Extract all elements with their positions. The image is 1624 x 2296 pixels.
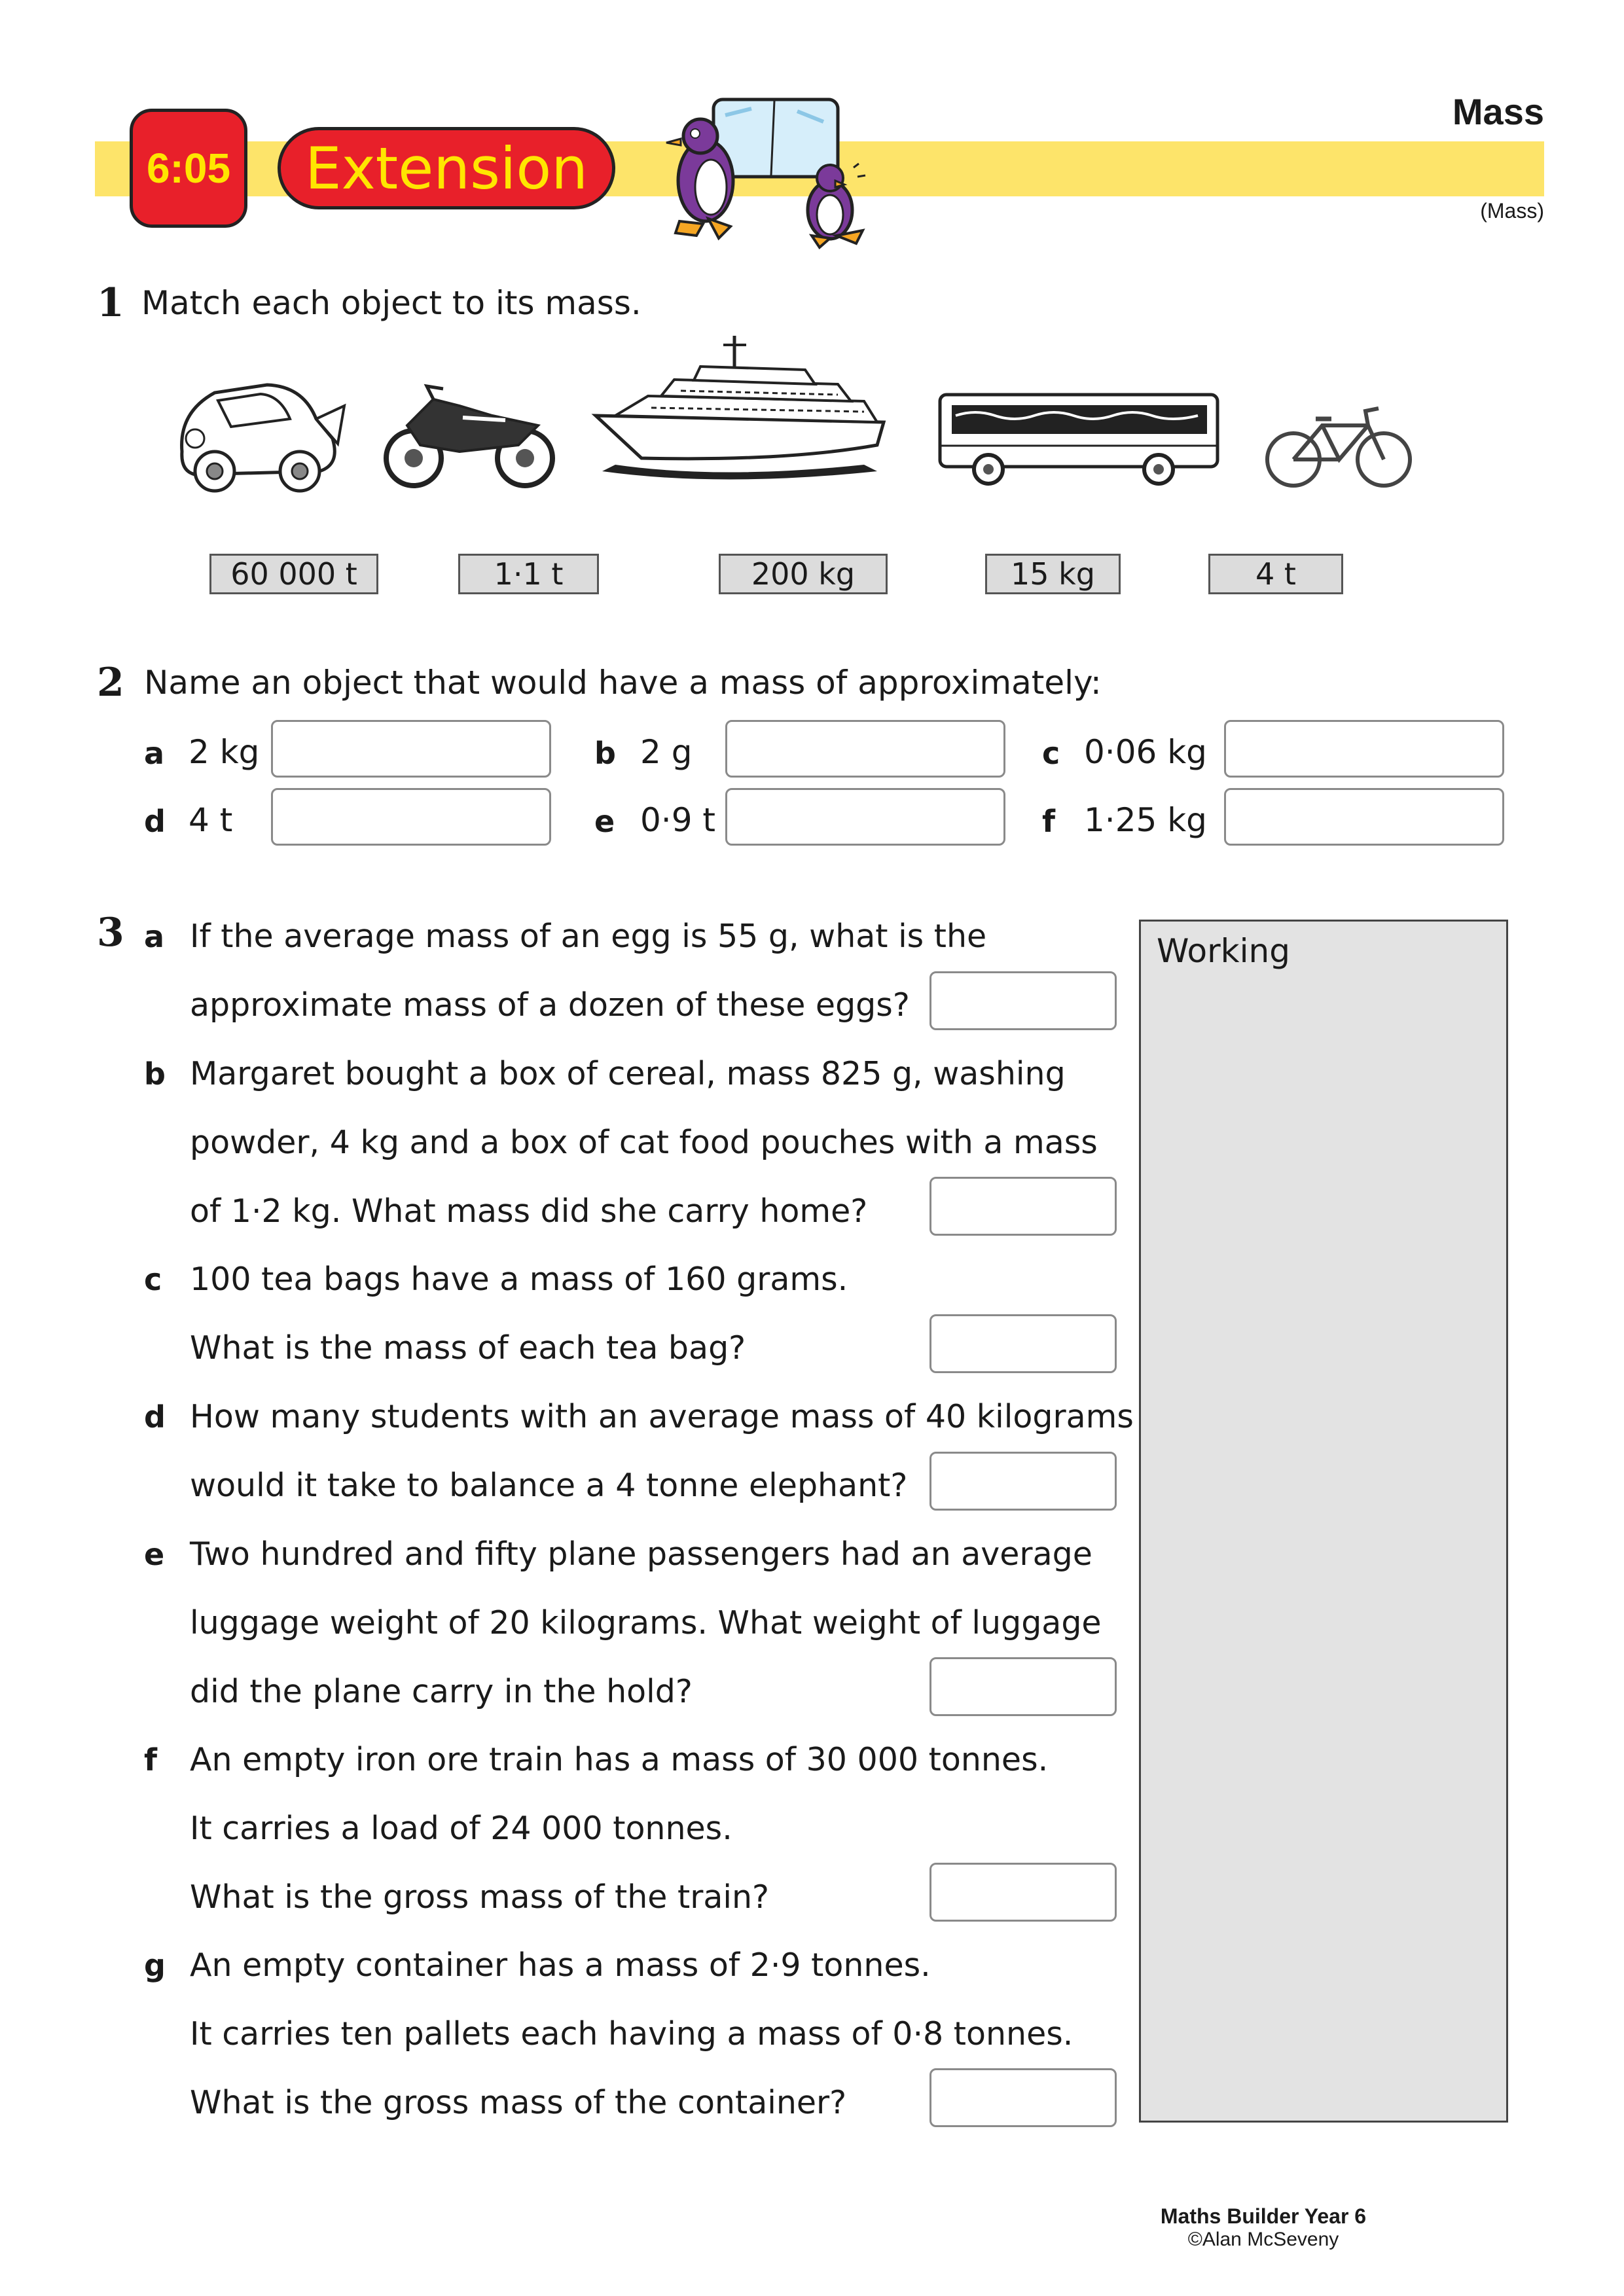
question-line: approximate mass of a dozen of these eggs? — [190, 986, 910, 1024]
question-line: 100 tea bags have a mass of 160 grams. — [190, 1261, 848, 1298]
question-line: Margaret bought a box of cereal, mass 825 g, washing — [190, 1055, 1066, 1092]
question-line: It carries ten pallets each having a mass of 0·8 tonnes. — [190, 2015, 1074, 2053]
question-2-number: 2 — [97, 660, 124, 706]
answer-box[interactable] — [1224, 788, 1504, 846]
mass-label[interactable]: 60 000 t — [209, 554, 378, 594]
working-label: Working — [1157, 932, 1290, 970]
mass-value: 4 t — [189, 801, 233, 839]
copyright: ©Alan McSeveny — [1187, 2229, 1339, 2250]
answer-box[interactable] — [929, 1863, 1117, 1922]
mass-value: 2 g — [640, 733, 693, 771]
question-line: Two hundred and fifty plane passengers had an average — [190, 1535, 1092, 1573]
question-line: of 1·2 kg. What mass did she carry home? — [190, 1193, 868, 1230]
book-title: Maths Builder Year 6 — [1160, 2204, 1367, 2228]
part-letter: c — [1042, 736, 1060, 771]
part-letter: g — [144, 1948, 166, 1983]
topic-title: Mass — [1452, 91, 1544, 132]
question-line: How many students with an average mass of 40 kilograms — [190, 1398, 1134, 1435]
working-area[interactable] — [1139, 920, 1508, 2123]
part-letter: f — [144, 1742, 158, 1778]
part-letter: d — [144, 1399, 166, 1435]
answer-box[interactable] — [929, 2068, 1117, 2127]
answer-box[interactable] — [929, 1657, 1117, 1716]
cruise-ship-icon — [589, 331, 897, 488]
question-2-text: Name an object that would have a mass of approximately: — [144, 664, 1102, 702]
mass-label[interactable]: 1·1 t — [458, 554, 599, 594]
question-line: luggage weight of 20 kilograms. What weight of luggage — [190, 1604, 1102, 1641]
mass-label[interactable]: 200 kg — [719, 554, 888, 594]
question-line: What is the gross mass of the train? — [190, 1878, 770, 1916]
answer-box[interactable] — [929, 1314, 1117, 1373]
answer-box[interactable] — [1224, 720, 1504, 778]
mass-value: 1·25 kg — [1084, 801, 1207, 839]
question-line: powder, 4 kg and a box of cat food pouches with a mass — [190, 1124, 1098, 1161]
part-letter: f — [1042, 804, 1056, 839]
question-line: What is the gross mass of the container? — [190, 2084, 847, 2121]
answer-box[interactable] — [725, 788, 1005, 846]
part-letter: b — [144, 1056, 166, 1092]
question-3-number: 3 — [97, 910, 124, 956]
motorcycle-icon — [381, 380, 558, 491]
mass-label[interactable]: 4 t — [1208, 554, 1343, 594]
answer-box[interactable] — [725, 720, 1005, 778]
bicycle-icon — [1263, 399, 1414, 491]
part-letter: e — [594, 804, 615, 839]
part-letter: a — [144, 919, 165, 954]
question-line: It carries a load of 24 000 tonnes. — [190, 1810, 732, 1847]
part-letter: c — [144, 1262, 162, 1297]
part-letter: e — [144, 1537, 165, 1572]
topic-subtitle: (Mass) — [1480, 199, 1544, 223]
question-line: would it take to balance a 4 tonne elephant? — [190, 1467, 908, 1504]
question-line: An empty iron ore train has a mass of 30 000 tonnes. — [190, 1741, 1049, 1778]
mass-value: 2 kg — [189, 733, 260, 771]
answer-box[interactable] — [929, 1452, 1117, 1511]
lesson-number-badge: 6:05 — [130, 109, 247, 228]
answer-box[interactable] — [271, 720, 551, 778]
question-1-text: Match each object to its mass. — [141, 284, 641, 322]
answer-box[interactable] — [271, 788, 551, 846]
question-line: did the plane carry in the hold? — [190, 1673, 693, 1710]
mass-value: 0·06 kg — [1084, 733, 1207, 771]
question-line: If the average mass of an egg is 55 g, what is the — [190, 918, 987, 955]
answer-box[interactable] — [929, 971, 1117, 1030]
question-line: What is the mass of each tea bag? — [190, 1329, 746, 1367]
bus-icon — [936, 389, 1224, 488]
extension-badge: Extension — [278, 127, 615, 209]
part-letter: d — [144, 804, 166, 839]
mass-value: 0·9 t — [640, 801, 716, 839]
question-line: An empty container has a mass of 2·9 tonnes. — [190, 1946, 931, 1984]
footer — [1139, 2204, 1388, 2251]
part-letter: b — [594, 736, 616, 771]
part-letter: a — [144, 736, 165, 771]
mass-label[interactable]: 15 kg — [985, 554, 1121, 594]
car-icon — [169, 367, 349, 497]
answer-box[interactable] — [929, 1177, 1117, 1236]
penguins-carrying-ice-icon — [640, 96, 902, 253]
question-1-number: 1 — [97, 280, 124, 326]
